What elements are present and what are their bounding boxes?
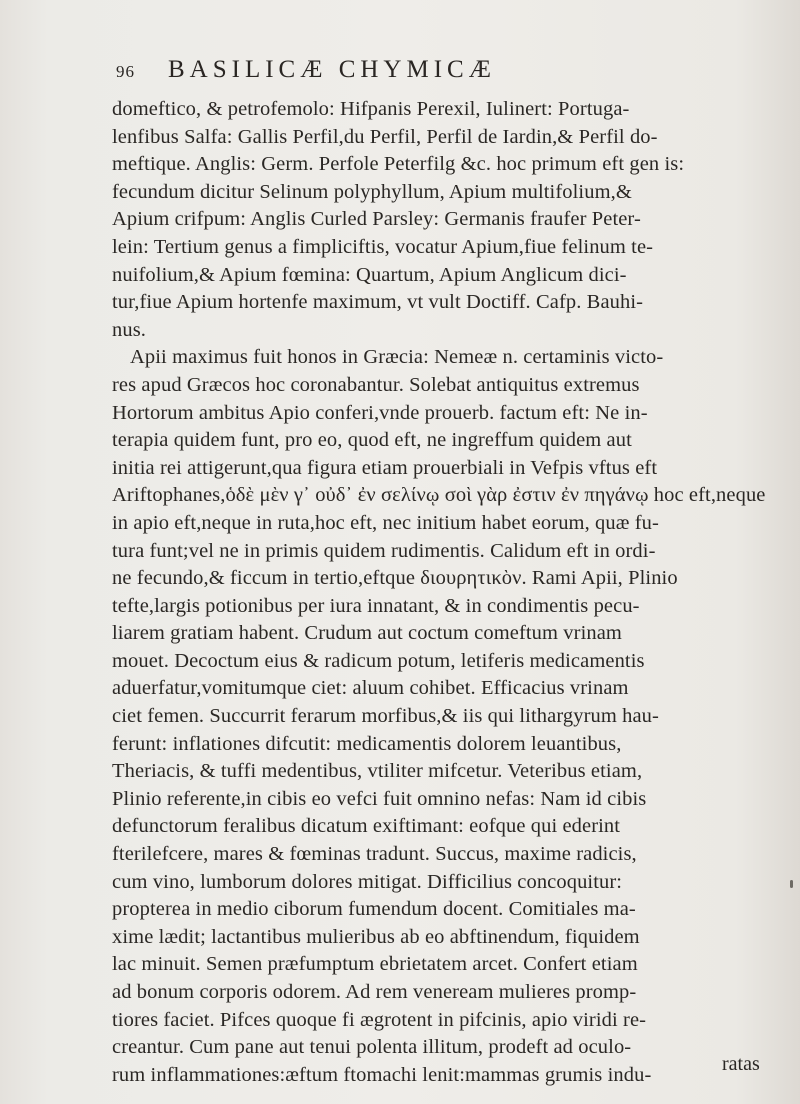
text-line: nuifolium,& Apium fœmina: Quartum, Apium Anglicum dici- [112, 263, 627, 286]
page-number: 96 [116, 62, 135, 81]
text-line: ne fecundo,& ficcum in tertio,eftque διουρητικὸν. Rami Apii, Plinio [112, 567, 678, 590]
text-line: tiores faciet. Pifces quoque fi ægrotent in pifcinis, apio viridi re- [112, 1008, 647, 1031]
text-line: lein: Tertium genus a fimpliciftis, vocatur Apium,fiue felinum te- [112, 235, 654, 258]
text-line: ad bonum corporis odorem. Ad rem veneream mulieres promp- [112, 981, 637, 1003]
text-line: Plinio referente,in cibis eo vefci fuit omnino nefas: Nam id cibis [112, 787, 647, 810]
text-line: meftique. Anglis: Germ. Perfole Peterfilg &c. hoc primum eft gen is: [112, 153, 685, 176]
page-header [116, 56, 756, 90]
ink-mark [790, 880, 793, 888]
text-line: lenfibus Salfa: Gallis Perfil,du Perfil, Perfil de Iardin,& Perfil do- [112, 125, 658, 148]
text-line: Ariftophanes,ὁδὲ μὲν γ᾽ οὐδ᾽ ἐν σελίνῳ σοὶ γὰρ ἐστιν ἐν πηγάνῳ hoc eft,neque [112, 484, 766, 507]
text-line: ferunt: inflationes difcutit: medicamentis dolorem leuantibus, [112, 732, 622, 755]
text-line: in apio eft,neque in ruta,hoc eft, nec initium habet eorum, quæ fu- [112, 511, 659, 534]
text-line: aduerfatur,vomitumque ciet: aluum cohibet. Efficacius vrinam [112, 677, 629, 700]
text-line: tefte,largis potionibus per iura innatant, & in condimentis pecu- [112, 594, 640, 617]
body-text [112, 96, 792, 1089]
catchword: ratas [722, 1053, 760, 1075]
text-line: initia rei attigerunt,qua figura etiam prouerbiali in Vefpis vftus eft [112, 456, 658, 479]
text-line: defunctorum feralibus dicatum exiftimant: eofque qui ederint [112, 815, 621, 838]
text-line: Hortorum ambitus Apio conferi,vnde prouerb. factum eft: Ne in- [112, 401, 648, 424]
text-line: lac minuit. Semen præfumptum ebrietatem arcet. Confert etiam [112, 953, 638, 976]
text-line: Apium crifpum: Anglis Curled Parsley: Germanis fraufer Peter- [112, 208, 641, 231]
text-line: creantur. Cum pane aut tenui polenta illitum, prodeft ad oculo- [112, 1036, 632, 1059]
text-line: cum vino, lumborum dolores mitigat. Difficilius concoquitur: [112, 870, 623, 893]
text-line: mouet. Decoctum eius & radicum potum, letiferis medicamentis [112, 649, 645, 672]
running-title: BASILICÆ CHYMICÆ [168, 56, 496, 83]
text-line: rum inflammationes:æftum ftomachi lenit:mammas grumis indu- [112, 1063, 652, 1086]
text-line: propterea in medio ciborum fumendum docent. Comitiales ma- [112, 898, 636, 921]
text-line: ciet femen. Succurrit ferarum morfibus,& iis qui lithargyrum hau- [112, 705, 659, 728]
text-line: xime lædit; lactantibus mulieribus ab eo abftinendum, fiquidem [112, 925, 640, 948]
text-line: domeftico, & petrofemolo: Hifpanis Perexil, Iulinert: Portuga- [112, 98, 630, 120]
text-line: nus. [112, 318, 147, 341]
text-line: Theriacis, & tuffi medentibus, vtiliter mifcetur. Veteribus etiam, [112, 760, 643, 783]
text-line: liarem gratiam habent. Crudum aut coctum comeftum vrinam [112, 622, 622, 645]
text-line: tura funt;vel ne in primis quidem rudimentis. Calidum eft in ordi- [112, 539, 656, 562]
text-line: terapia quidem funt, pro eo, quod eft, ne ingreffum quidem aut [112, 429, 632, 452]
text-line: res apud Græcos hoc coronabantur. Solebat antiquitus extremus [112, 373, 640, 396]
text-line: tur,fiue Apium hortenfe maximum, vt vult Doctiff. Cafp. Bauhi- [112, 291, 644, 314]
text-line: Apii maximus fuit honos in Græcia: Nemeæ n. certaminis victo- [130, 346, 664, 369]
text-line: fterilefcere, mares & fœminas tradunt. Succus, maxime radicis, [112, 843, 637, 866]
text-line: fecundum dicitur Selinum polyphyllum, Apium multifolium,& [112, 180, 632, 203]
